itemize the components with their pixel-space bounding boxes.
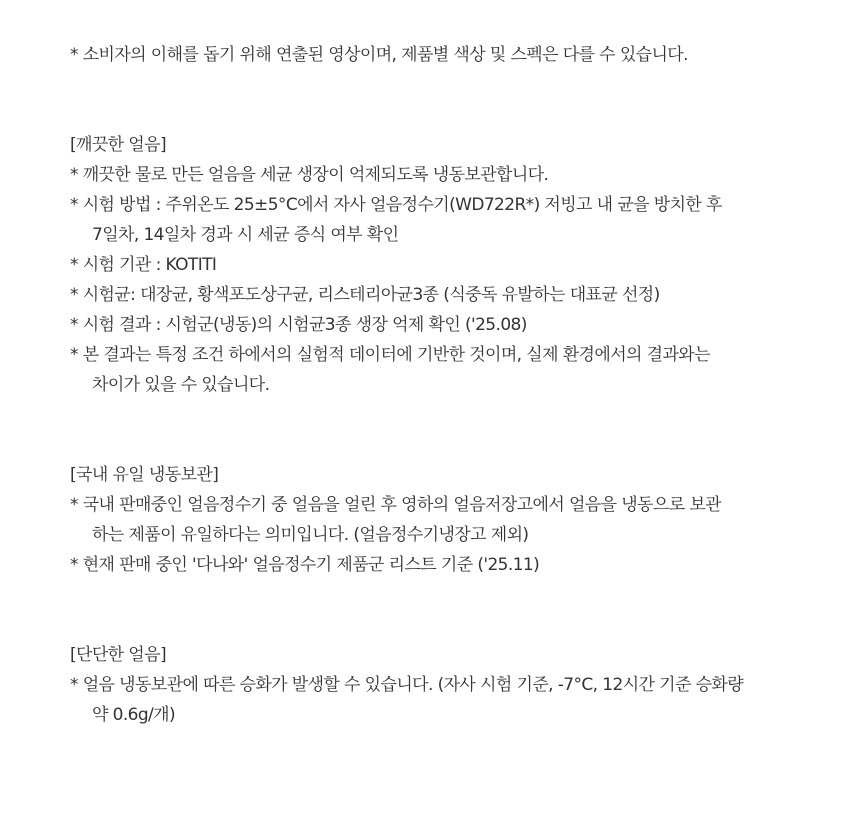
section-heading-hard-ice: [단단한 얼음] bbox=[70, 645, 166, 665]
disclaimer-document bbox=[70, 0, 850, 730]
clean-ice-test-result: * 시험 결과 : 시험군(냉동)의 시험균3종 생장 억제 확인 ('25.08) bbox=[70, 315, 527, 335]
section-gap bbox=[70, 70, 850, 130]
section-gap bbox=[70, 580, 850, 640]
section-heading-domestic-only: [국내 유일 냉동보관] bbox=[70, 465, 219, 485]
section-gap bbox=[70, 400, 850, 460]
hard-ice-line-1-cont: 약 0.6g/개) bbox=[92, 705, 176, 725]
clean-ice-test-method: * 시험 방법 : 주위온도 25±5°C에서 자사 얼음정수기(WD722R*) 저빙고 내 균을 방치한 후 bbox=[70, 195, 722, 215]
clean-ice-test-method-cont: 7일차, 14일차 경과 시 세균 증식 여부 확인 bbox=[92, 225, 399, 245]
clean-ice-test-agency: * 시험 기관 : KOTITI bbox=[70, 255, 217, 275]
section-clean-ice bbox=[70, 130, 850, 400]
hard-ice-line-1: * 얼음 냉동보관에 따른 승화가 발생할 수 있습니다. (자사 시험 기준, -7°C, 12시간 기준 승화량 bbox=[70, 675, 744, 695]
domestic-only-line-1: * 국내 판매중인 얼음정수기 중 얼음을 얼린 후 영하의 얼음저장고에서 얼음을 냉동으로 보관 bbox=[70, 495, 721, 515]
intro-notice: * 소비자의 이해를 돕기 위해 연출된 영상이며, 제품별 색상 및 스펙은 다를 수 있습니다. bbox=[70, 45, 688, 65]
domestic-only-line-1-cont: 하는 제품이 유일하다는 의미입니다. (얼음정수기냉장고 제외) bbox=[92, 525, 529, 545]
clean-ice-line-1: * 깨끗한 물로 만든 얼음을 세균 생장이 억제되도록 냉동보관합니다. bbox=[70, 165, 549, 185]
domestic-only-source: * 현재 판매 중인 '다나와' 얼음정수기 제품군 리스트 기준 ('25.11) bbox=[70, 555, 540, 575]
section-domestic-only bbox=[70, 460, 850, 580]
clean-ice-disclaimer: * 본 결과는 특정 조건 하에서의 실험적 데이터에 기반한 것이며, 실제 환경에서의 결과와는 bbox=[70, 345, 710, 365]
clean-ice-disclaimer-cont: 차이가 있을 수 있습니다. bbox=[92, 375, 270, 395]
section-hard-ice bbox=[70, 640, 850, 730]
clean-ice-test-bacteria: * 시험균: 대장균, 황색포도상구균, 리스테리아균3종 (식중독 유발하는 대표균 선정) bbox=[70, 285, 660, 305]
section-heading-clean-ice: [깨끗한 얼음] bbox=[70, 135, 166, 155]
